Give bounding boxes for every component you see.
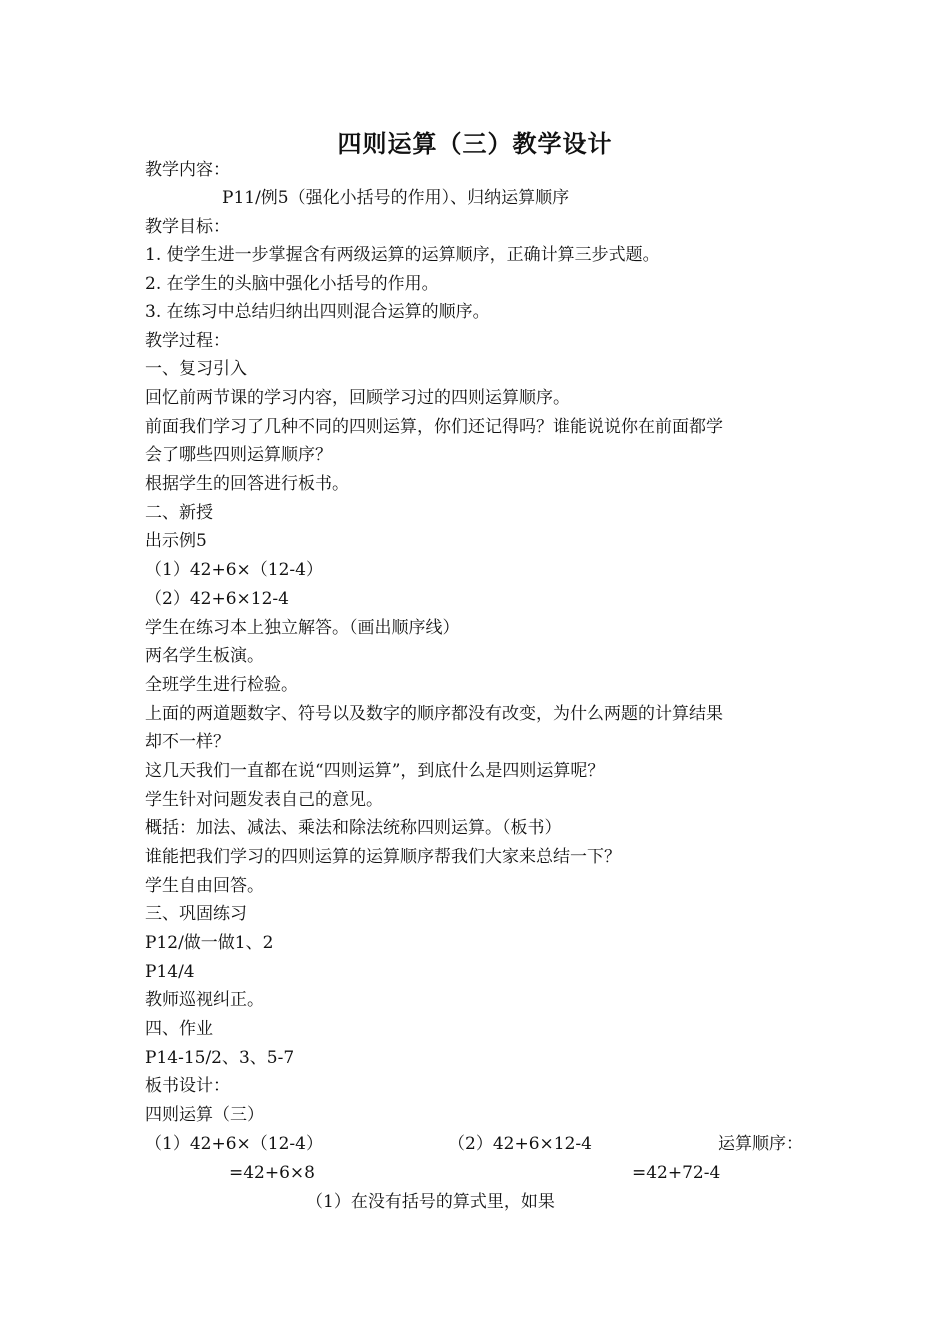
text-line: 两名学生板演。 <box>145 646 264 666</box>
text-line: 四、作业 <box>145 1019 213 1039</box>
text-line: 学生自由回答。 <box>145 876 264 896</box>
text-line: 板书设计： <box>145 1076 230 1096</box>
text-line: 学生针对问题发表自己的意见。 <box>145 790 383 810</box>
text-line: 3. 在练习中总结归纳出四则混合运算的顺序。 <box>145 302 490 322</box>
text-line: 教学过程： <box>145 331 230 351</box>
board-example-2-line-1: （2）42+6×12-4 <box>448 1134 592 1154</box>
text-line: 概括：加法、减法、乘法和除法统称四则运算。（板书） <box>145 818 562 838</box>
text-line: 全班学生进行检验。 <box>145 675 298 695</box>
text-line: 2. 在学生的头脑中强化小括号的作用。 <box>145 274 439 294</box>
text-line: 上面的两道题数字、符号以及数字的顺序都没有改变，为什么两题的计算结果 <box>145 704 723 724</box>
text-line: 根据学生的回答进行板书。 <box>145 474 349 494</box>
text-line: 学生在练习本上独立解答。（画出顺序线） <box>145 618 460 638</box>
text-line: 四则运算（三） <box>145 1105 264 1125</box>
document-title: 四则运算（三）教学设计 <box>337 129 613 158</box>
text-line: 二、新授 <box>145 503 213 523</box>
text-line: P12/做一做1、2 <box>145 933 274 953</box>
text-line: 教学内容： <box>145 160 230 180</box>
board-rule-1: （1）在没有括号的算式里，如果 <box>306 1192 555 1212</box>
text-line: P14/4 <box>145 962 195 982</box>
text-line: （2）42+6×12-4 <box>145 589 289 609</box>
text-line: P14-15/2、3、5-7 <box>145 1048 295 1068</box>
board-example-2-line-2: =42+72-4 <box>632 1163 721 1183</box>
text-line: 1. 使学生进一步掌握含有两级运算的运算顺序，正确计算三步式题。 <box>145 245 660 265</box>
board-order-heading: 运算顺序： <box>718 1134 803 1154</box>
text-line: 回忆前两节课的学习内容，回顾学习过的四则运算顺序。 <box>145 388 570 408</box>
text-line: 教师巡视纠正。 <box>145 990 264 1010</box>
board-example-1-line-1: （1）42+6×（12-4） <box>145 1134 323 1154</box>
text-line: 却不一样？ <box>145 732 230 752</box>
text-line: 会了哪些四则运算顺序？ <box>145 445 332 465</box>
text-line: 前面我们学习了几种不同的四则运算，你们还记得吗？谁能说说你在前面都学 <box>145 417 723 437</box>
board-example-1-line-2: =42+6×8 <box>229 1163 315 1183</box>
text-line: 教学目标： <box>145 217 230 237</box>
text-line: （1）42+6×（12-4） <box>145 560 323 580</box>
text-line: 一、复习引入 <box>145 359 247 379</box>
text-line: 出示例5 <box>145 531 207 551</box>
text-line: 三、巩固练习 <box>145 904 247 924</box>
text-line: P11/例5（强化小括号的作用）、归纳运算顺序 <box>222 188 570 208</box>
text-line: 谁能把我们学习的四则运算的运算顺序帮我们大家来总结一下？ <box>145 847 621 867</box>
text-line: 这几天我们一直都在说“四则运算”，到底什么是四则运算呢？ <box>145 761 605 781</box>
